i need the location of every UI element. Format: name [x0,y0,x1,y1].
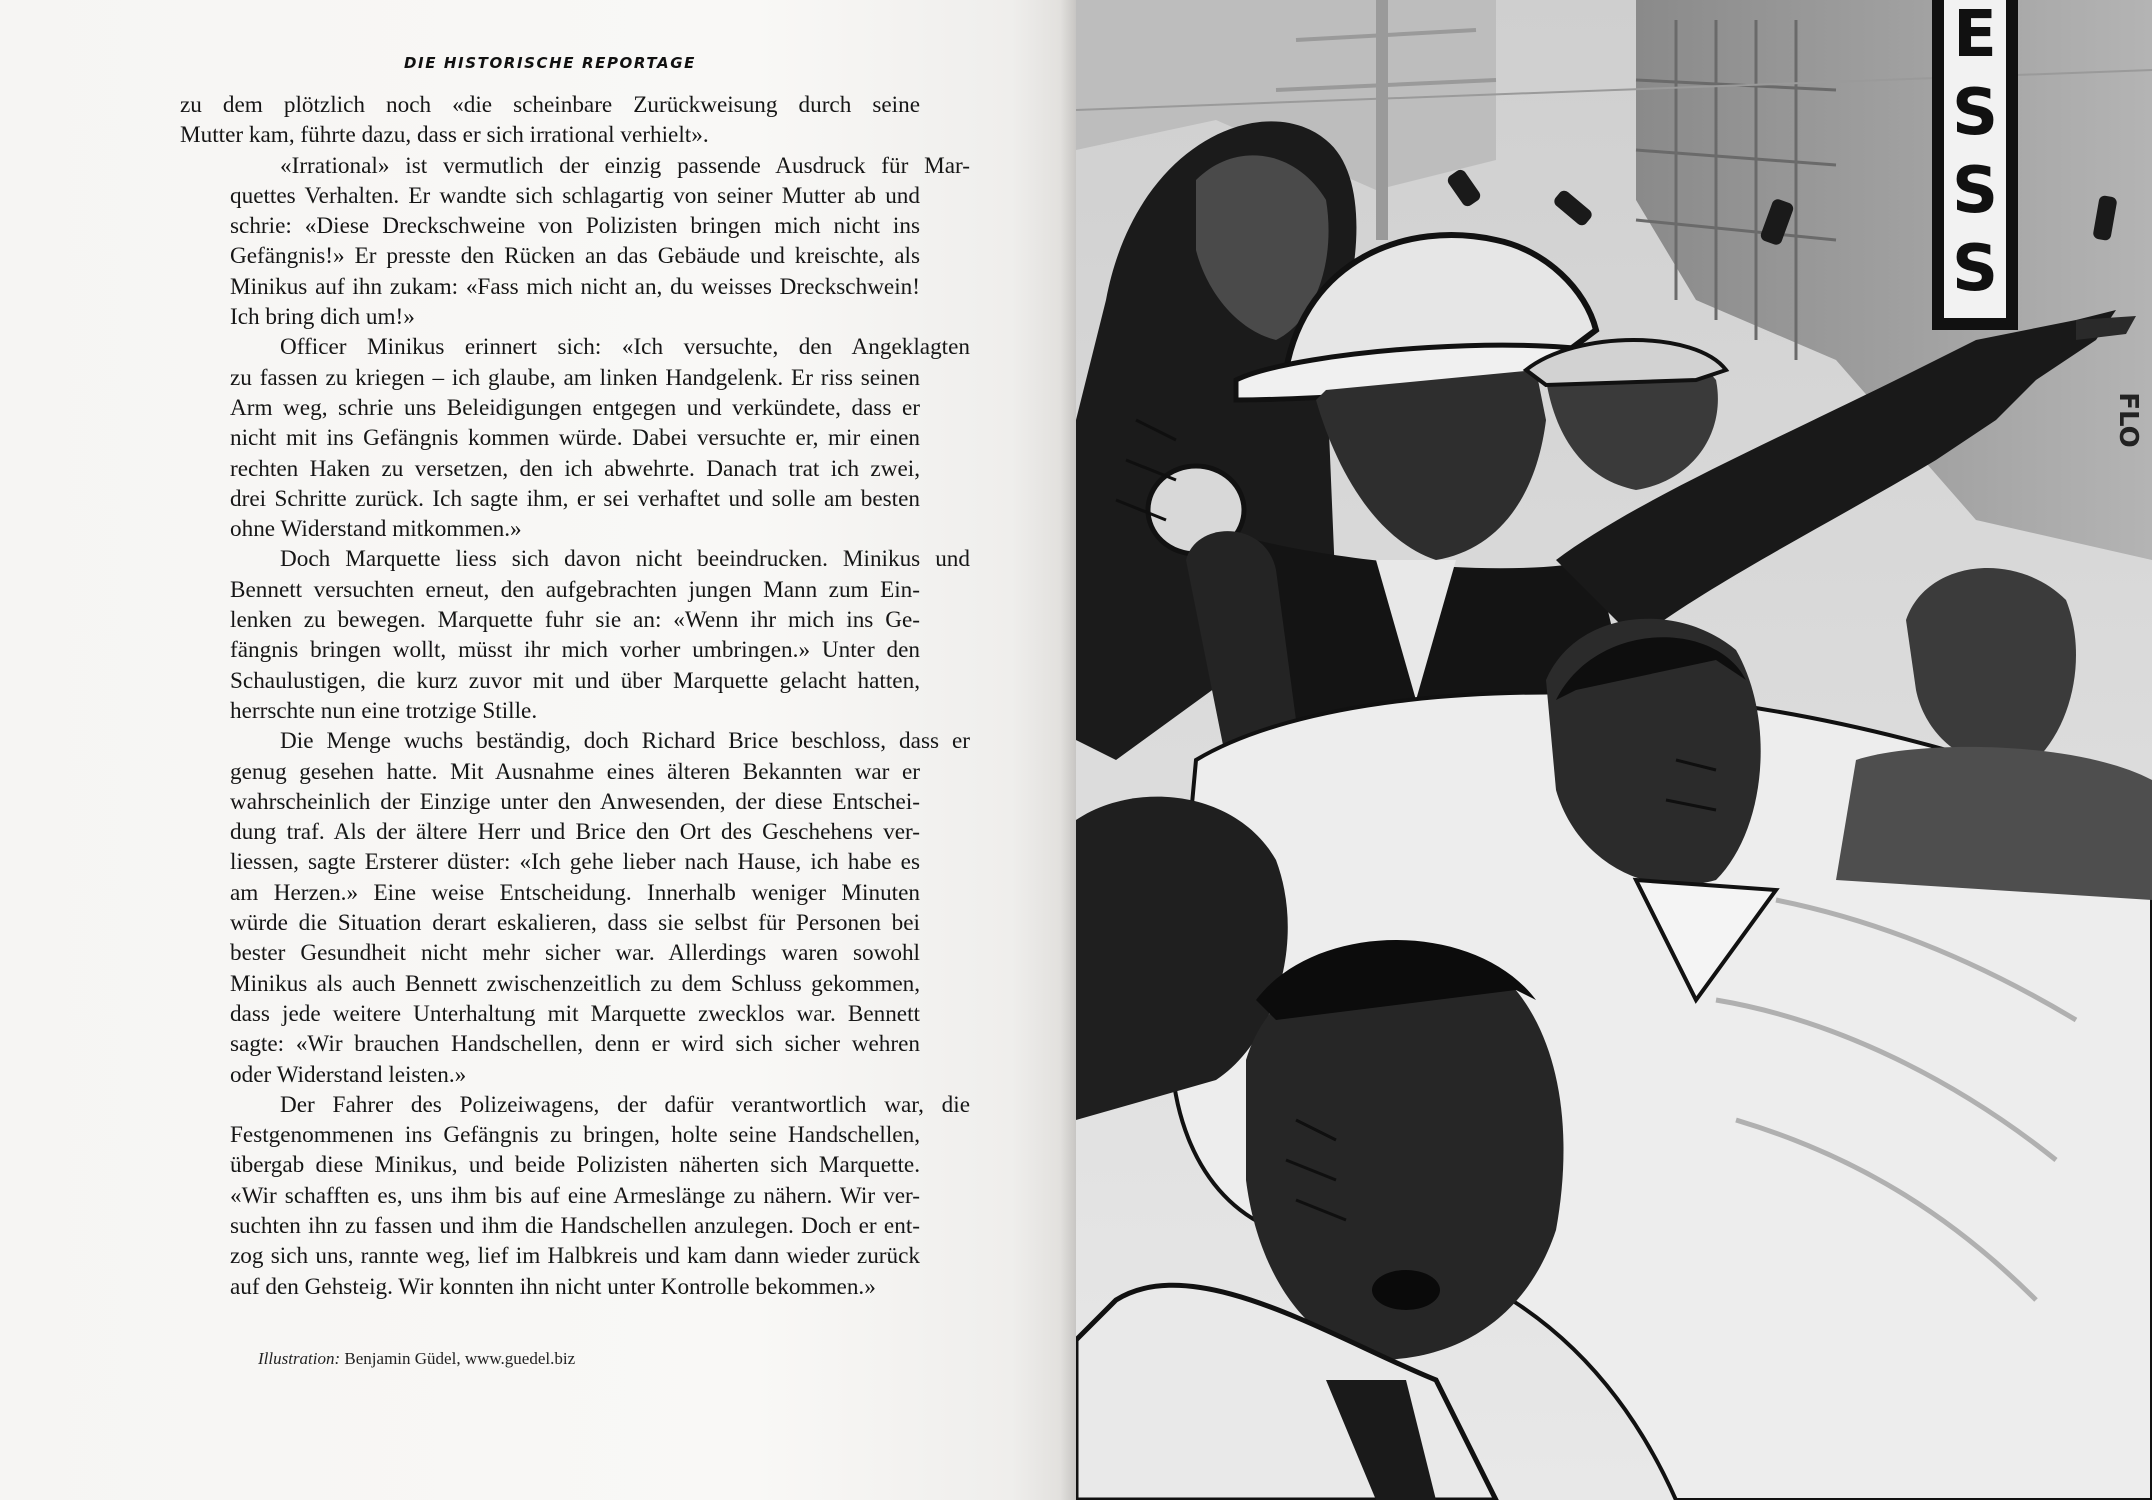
text-line: übergab diese Minikus, und beide Polizisten näherten sich Marquette. [230,1152,920,1179]
sign-letter: S [1951,76,1999,150]
text-line: Schaulustigen, die kurz zuvor mit und über Marquette gelacht hatten, [230,667,920,694]
text-line: Minikus auf ihn zukam: «Fass mich nicht an, du weisses Dreckschwein! [230,273,920,300]
text-line: liessen, sagte Ersterer düster: «Ich gehe lieber nach Hause, ich habe es [230,849,920,876]
text-line: oder Widerstand leisten.» [230,1061,467,1088]
sign-letter: E [1953,0,1997,72]
paragraph [180,151,970,333]
text-line: dass jede weitere Unterhaltung mit Marquette zwecklos war. Bennett [230,1000,920,1027]
paragraph [180,544,970,726]
credit-label: Illustration: [258,1349,341,1368]
text-line: Gefängnis!» Er presste den Rücken an das Gebäude und kreischte, als [230,243,920,270]
right-man-sweater [1836,747,2152,900]
text-line: schrie: «Diese Dreckschweine von Polizisten bringen mich nicht ins [230,213,920,240]
text-line: zu dem plötzlich noch «die scheinbare Zurückweisung durch seine [180,92,920,118]
text-line: Doch Marquette liess sich davon nicht beeindrucken. Minikus und [280,546,970,573]
text-line: Die Menge wuchs beständig, doch Richard Brice beschloss, dass er [280,728,970,755]
text-line: sagte: «Wir brauchen Handschellen, denn er wird sich sicher wehren [230,1031,920,1058]
text-line: Bennett versuchten erneut, den aufgebrachten jungen Mann zum Ein- [230,576,920,603]
text-line: am Herzen.» Eine weise Entscheidung. Innerhalb weniger Minuten [230,879,920,906]
paragraph [180,332,970,544]
text-line: Ich bring dich um!» [230,304,415,331]
text-line: dung traf. Als der ältere Herr und Brice den Ort des Geschehens ver- [230,819,920,846]
text-line: suchten ihn zu fassen und ihm die Handschellen anzulegen. Doch er ent- [230,1212,920,1239]
illustration-credit [258,1349,575,1369]
text-line: genug gesehen hatte. Mit Ausnahme eines älteren Bekannten war er [230,758,920,785]
running-head: DIE HISTORISCHE REPORTAGE [403,54,697,72]
text-line: «Irrational» ist vermutlich der einzig passende Ausdruck für Mar- [280,152,970,179]
text-line: bester Gesundheit nicht mehr sicher war. Allerdings waren sowohl [230,940,920,967]
riot-crowd-illustration [1076,0,2152,1500]
text-line: würde die Situation derart eskalieren, dass sie selbst für Personen bei [230,910,920,937]
sign-letter: S [1951,232,1999,306]
text-line: drei Schritte zurück. Ich sagte ihm, er sei verhaftet und solle am besten [230,485,920,512]
text-line: Der Fahrer des Polizeiwagens, der dafür verantwortlich war, die [280,1091,970,1118]
illustration-svg [1076,0,2152,1500]
text-line: Festgenommenen ins Gefängnis zu bringen, holte seine Handschellen, [230,1122,920,1149]
text-line: herrschte nun eine trotzige Stille. [230,697,538,724]
credit-text: Benjamin Güdel, www.guedel.biz [340,1349,576,1368]
text-line: nicht mit ins Gefängnis kommen würde. Dabei versuchte er, mir einen [230,425,920,452]
text-line: rechten Haken zu versetzen, den ich abwehrte. Danach trat ich zwei, [230,455,920,482]
gutter-shadow [1060,0,1076,1500]
article-body [180,90,970,1302]
text-line: lenken zu bewegen. Marquette fuhr sie an: «Wenn ihr mich ins Ge- [230,607,920,634]
text-line: Officer Minikus erinnert sich: «Ich versuchte, den Angeklagten [280,334,970,361]
text-line: ohne Widerstand mitkommen.» [230,516,522,543]
shouting-mouth [1372,1270,1440,1310]
text-line: wahrscheinlich der Einzige unter den Anwesenden, der diese Entschei- [230,788,920,815]
sign-letter: S [1951,154,1999,228]
text-line: «Wir schafften es, uns ihm bis auf eine Armeslänge zu nähern. Wir ver- [230,1182,920,1209]
side-sign: FLO [2113,392,2143,448]
text-line: zu fassen zu kriegen – ich glaube, am linken Handgelenk. Er riss seinen [230,364,920,391]
paragraph [180,1090,970,1302]
text-line: quettes Verhalten. Er wandte sich schlagartig von seiner Mutter ab und [230,182,920,209]
paragraph [180,726,970,1090]
text-line: auf den Gehsteig. Wir konnten ihn nicht unter Kontrolle bekommen.» [230,1273,876,1300]
text-line: Mutter kam, führte dazu, dass er sich irrational verhielt». [180,122,709,149]
paragraph [180,90,920,151]
text-line: zog sich uns, rannte weg, lief im Halbkreis und kam dann wieder zurück [230,1243,920,1270]
text-line: Arm weg, schrie uns Beleidigungen entgegen und verkündete, dass er [230,394,920,421]
text-line: Minikus als auch Bennett zwischenzeitlich zu dem Schluss gekommen, [230,970,920,997]
text-line: fängnis bringen wollt, müsst ihr mich vorher umbringen.» Unter den [230,637,920,664]
